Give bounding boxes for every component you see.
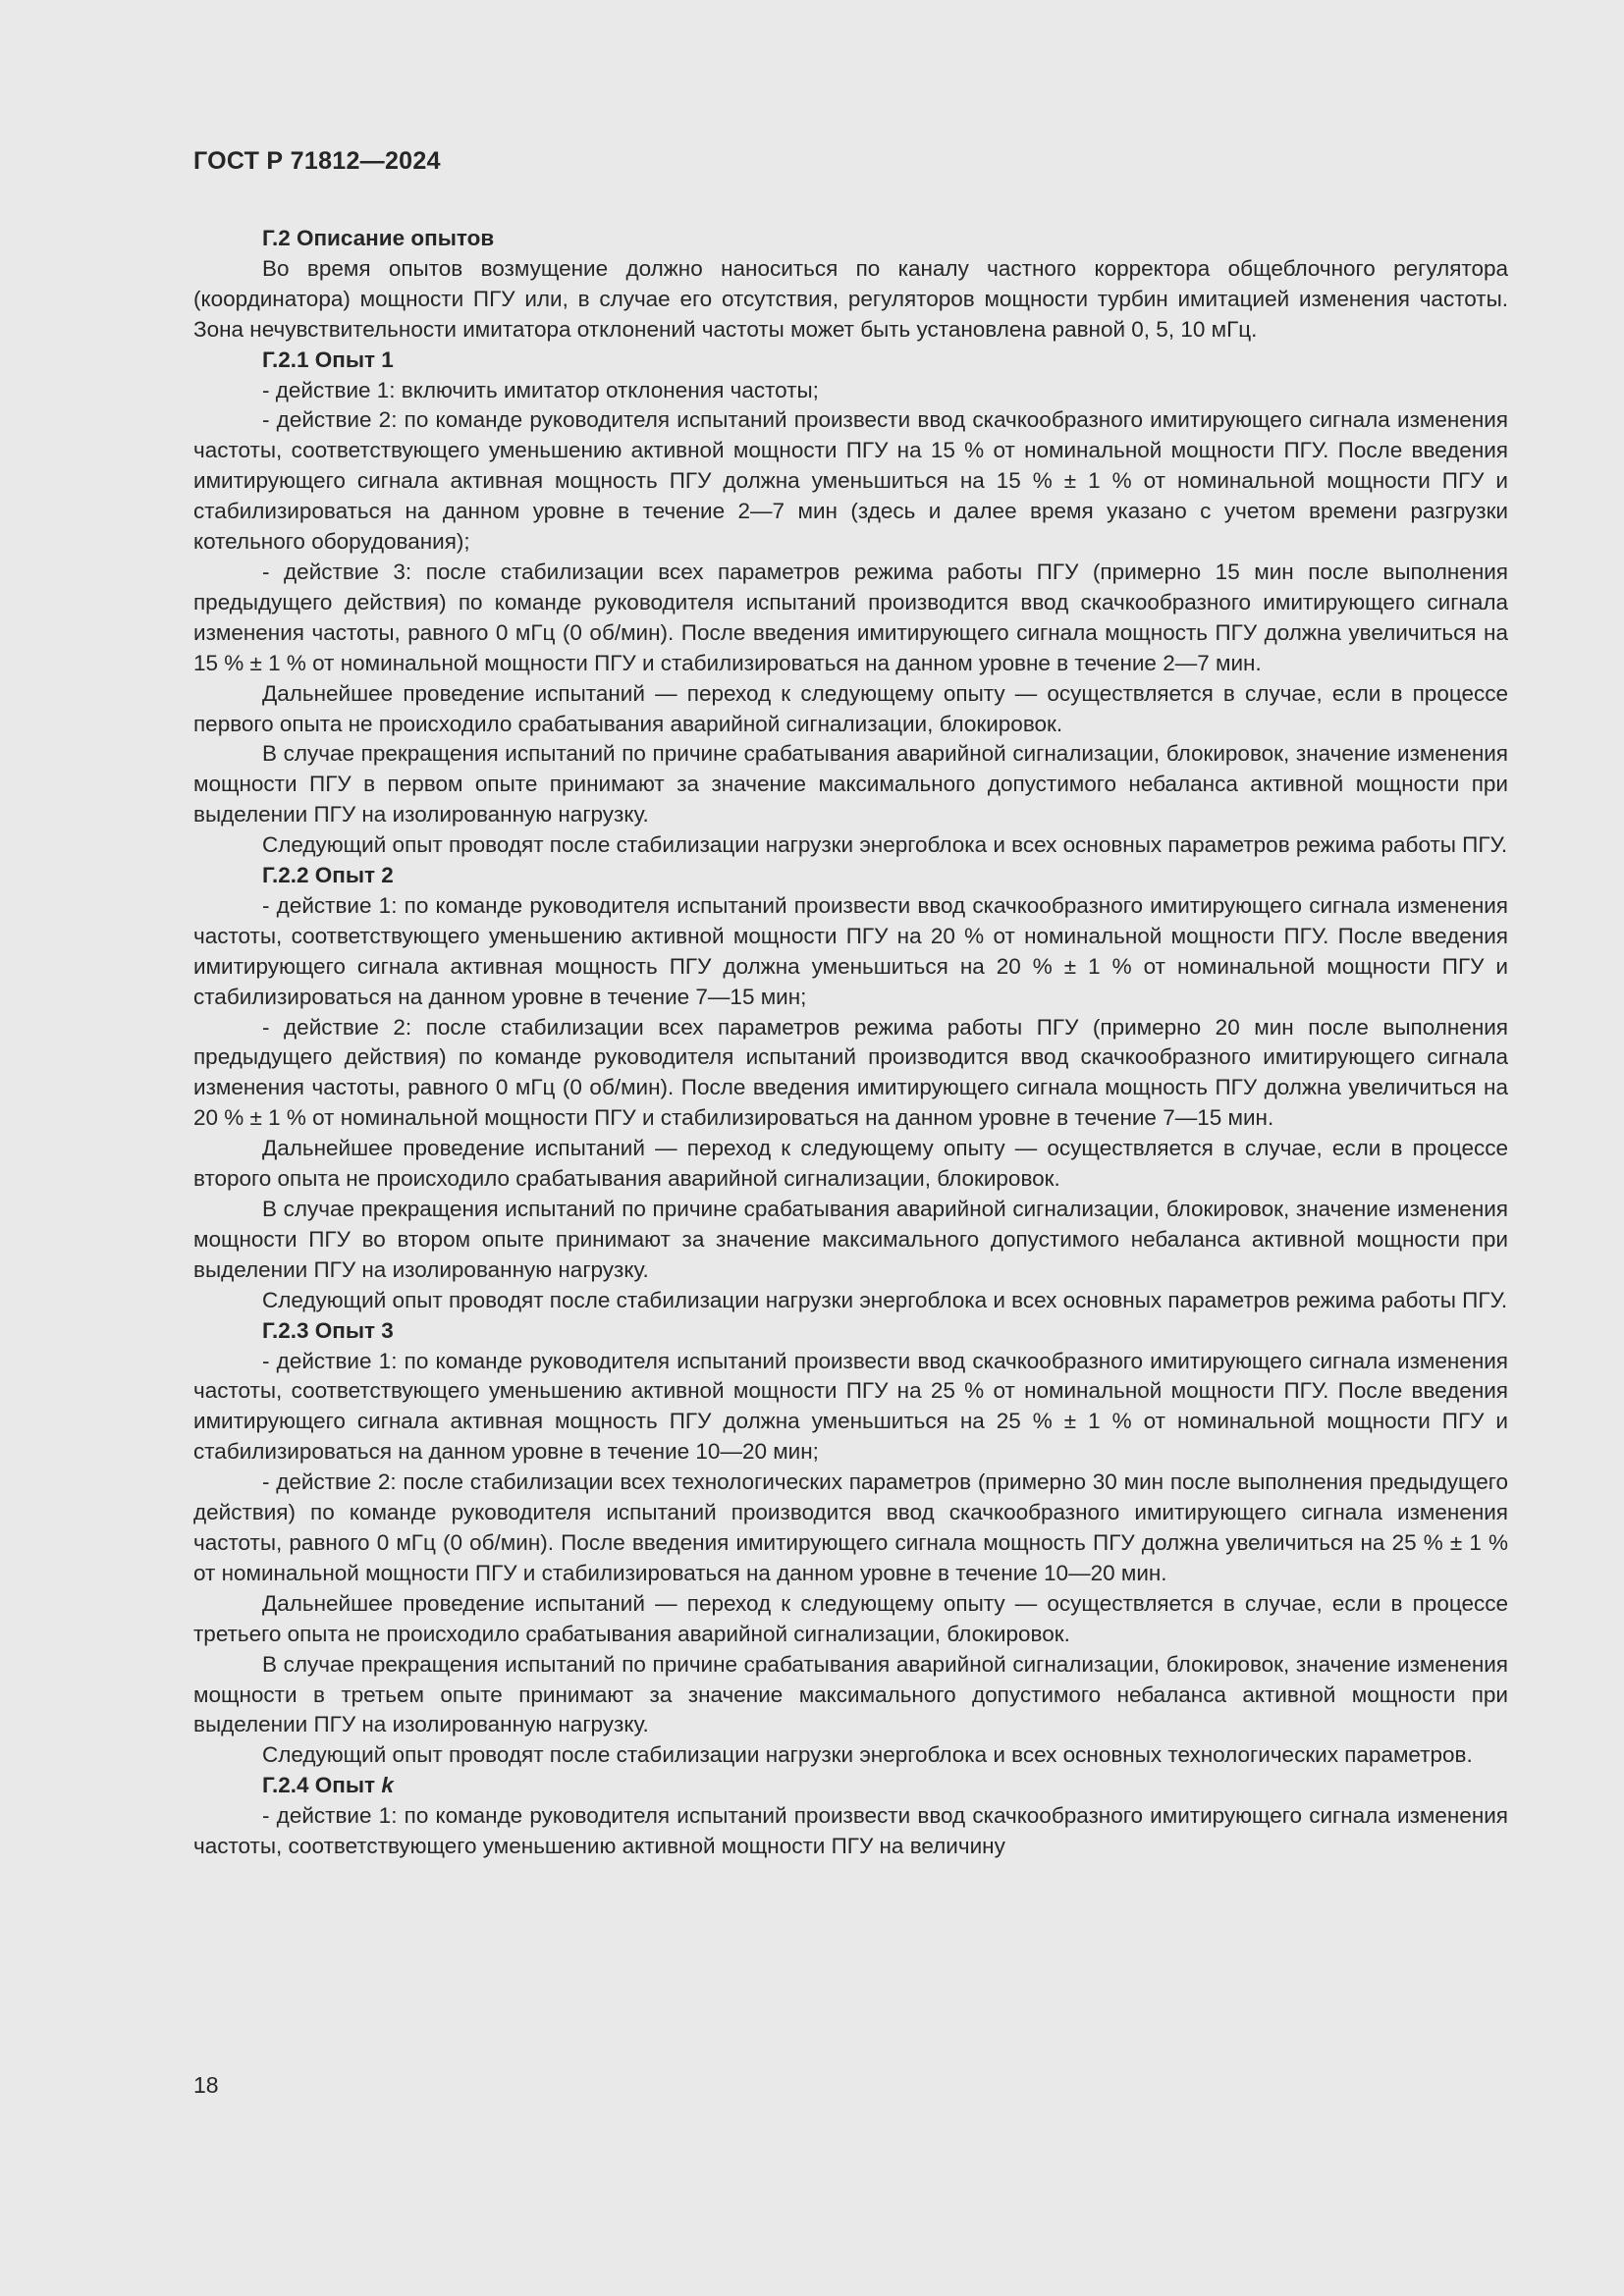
- list-item: - действие 2: по команде руководителя испытаний произвести ввод скачкообразного имитирующего сигнала изменения частоты, соответствующего уменьшению активной мощности ПГУ на 15 % от номинальной мощности ПГУ. После введения имитирующего сигнала активная мощность ПГУ должна уменьшиться на 15 % ± 1 % от номинальной мощности ПГУ и стабилизироваться на данном уровне в течение 2—7 мин (здесь и далее время указано с учетом времени разгрузки котельного оборудования);: [193, 407, 1508, 555]
- paragraph: В случае прекращения испытаний по причине срабатывания аварийной сигнализации, блокировок, значение изменения мощности ПГУ во втором опыте принимают за значение максимального допустимого небаланса активной мощности при выделении ПГУ на изолированную нагрузку.: [193, 1197, 1508, 1282]
- list-item: - действие 1: по команде руководителя испытаний произвести ввод скачкообразного имитирующего сигнала изменения частоты, соответствующего уменьшению активной мощности ПГУ на 20 % от номинальной мощности ПГУ. После введения имитирующего сигнала активная мощность ПГУ должна уменьшиться на 20 % ± 1 % от номинальной мощности ПГУ и стабилизироваться на данном уровне в течение 7—15 мин;: [193, 892, 1508, 1009]
- list-item: - действие 1: по команде руководителя испытаний произвести ввод скачкообразного имитирующего сигнала изменения частоты, соответствующего уменьшению активной мощности ПГУ на 25 % от номинальной мощности ПГУ. После введения имитирующего сигнала активная мощность ПГУ должна уменьшиться на 25 % ± 1 % от номинальной мощности ПГУ и стабилизироваться на данном уровне в течение 10—20 мин;: [193, 1348, 1508, 1465]
- list-item: - действие 1: по команде руководителя испытаний произвести ввод скачкообразного имитирующего сигнала изменения частоты, соответствующего уменьшению активной мощности ПГУ на величину: [193, 1803, 1508, 1859]
- list-item: - действие 2: после стабилизации всех параметров режима работы ПГУ (примерно 20 мин после выполнения предыдущего действия) по команде руководителя испытаний производится ввод скачкообразного имитирующего сигнала изменения частоты, равного 0 мГц (0 об/мин). После введения имитирующего сигнала мощность ПГУ должна увеличиться на 20 % ± 1 % от номинальной мощности ПГУ и стабилизироваться на данном уровне в течение 7—15 мин.: [193, 1014, 1508, 1131]
- document-code-header: ГОСТ Р 71812—2024: [193, 147, 441, 175]
- subsection-heading-g21: Г.2.1 Опыт 1: [262, 347, 394, 372]
- paragraph: В случае прекращения испытаний по причине срабатывания аварийной сигнализации, блокировок, значение изменения мощности ПГУ в первом опыте принимают за значение максимального допустимого небаланса активной мощности при выделении ПГУ на изолированную нагрузку.: [193, 741, 1508, 828]
- paragraph: Следующий опыт проводят после стабилизации нагрузки энергоблока и всех основных параметров режима работы ПГУ.: [262, 832, 1508, 858]
- subsection-heading-g22: Г.2.2 Опыт 2: [262, 863, 394, 888]
- list-item: - действие 2: после стабилизации всех технологических параметров (примерно 30 мин после выполнения предыдущего действия) по команде руководителя испытаний производится ввод скачкообразного имитирующего сигнала изменения частоты, равного 0 мГц (0 об/мин). После введения имитирующего сигнала мощность ПГУ должна увеличиться на 25 % ± 1 % от номинальной мощности ПГУ и стабилизироваться на данном уровне в течение 10—20 мин.: [193, 1469, 1508, 1585]
- paragraph: Следующий опыт проводят после стабилизации нагрузки энергоблока и всех основных параметров режима работы ПГУ.: [262, 1287, 1508, 1312]
- section-heading-g2: Г.2 Описание опытов: [262, 226, 495, 250]
- list-item: - действие 1: включить имитатор отклонения частоты;: [262, 377, 819, 402]
- list-item: - действие 3: после стабилизации всех параметров режима работы ПГУ (примерно 15 мин после выполнения предыдущего действия) по команде руководителя испытаний производится ввод скачкообразного имитирующего сигнала изменения частоты, равного 0 мГц (0 об/мин). После введения имитирующего сигнала мощность ПГУ должна увеличиться на 15 % ± 1 % от номинальной мощности ПГУ и стабилизироваться на данном уровне в течение 2—7 мин.: [193, 559, 1508, 675]
- page-number: 18: [193, 2072, 219, 2098]
- paragraph: Дальнейшее проведение испытаний — переход к следующему опыту — осуществляется в случае, если в процессе третьего опыта не происходило срабатывания аварийной сигнализации, блокировок.: [193, 1590, 1508, 1646]
- paragraph: Следующий опыт проводят после стабилизации нагрузки энергоблока и всех основных технологических параметров.: [262, 1742, 1473, 1768]
- paragraph: Дальнейшее проведение испытаний — переход к следующему опыту — осуществляется в случае, если в процессе второго опыта не происходило срабатывания аварийной сигнализации, блокировок.: [193, 1136, 1508, 1192]
- page-content: [193, 224, 1508, 1862]
- paragraph: Во время опытов возмущение должно наноситься по каналу частного корректора общеблочного регулятора (координатора) мощности ПГУ или, в случае его отсутствия, регуляторов мощности турбин имитацией изменения частоты. Зона нечувствительности имитатора отклонений частоты может быть установлена равной 0, 5, 10 мГц.: [193, 255, 1508, 342]
- subsection-heading-g24: [193, 1771, 1508, 1801]
- paragraph: Дальнейшее проведение испытаний — переход к следующему опыту — осуществляется в случае, если в процессе первого опыта не происходило срабатывания аварийной сигнализации, блокировок.: [193, 680, 1508, 736]
- subsection-heading-g23: Г.2.3 Опыт 3: [262, 1317, 394, 1343]
- heading-text: Г.2.4 Опыт: [262, 1773, 376, 1798]
- paragraph: В случае прекращения испытаний по причине срабатывания аварийной сигнализации, блокировок, значение изменения мощности в третьем опыте принимают за значение максимального допустимого небаланса активной мощности при выделении ПГУ на изолированную нагрузку.: [193, 1651, 1508, 1737]
- heading-variable: k: [381, 1773, 394, 1798]
